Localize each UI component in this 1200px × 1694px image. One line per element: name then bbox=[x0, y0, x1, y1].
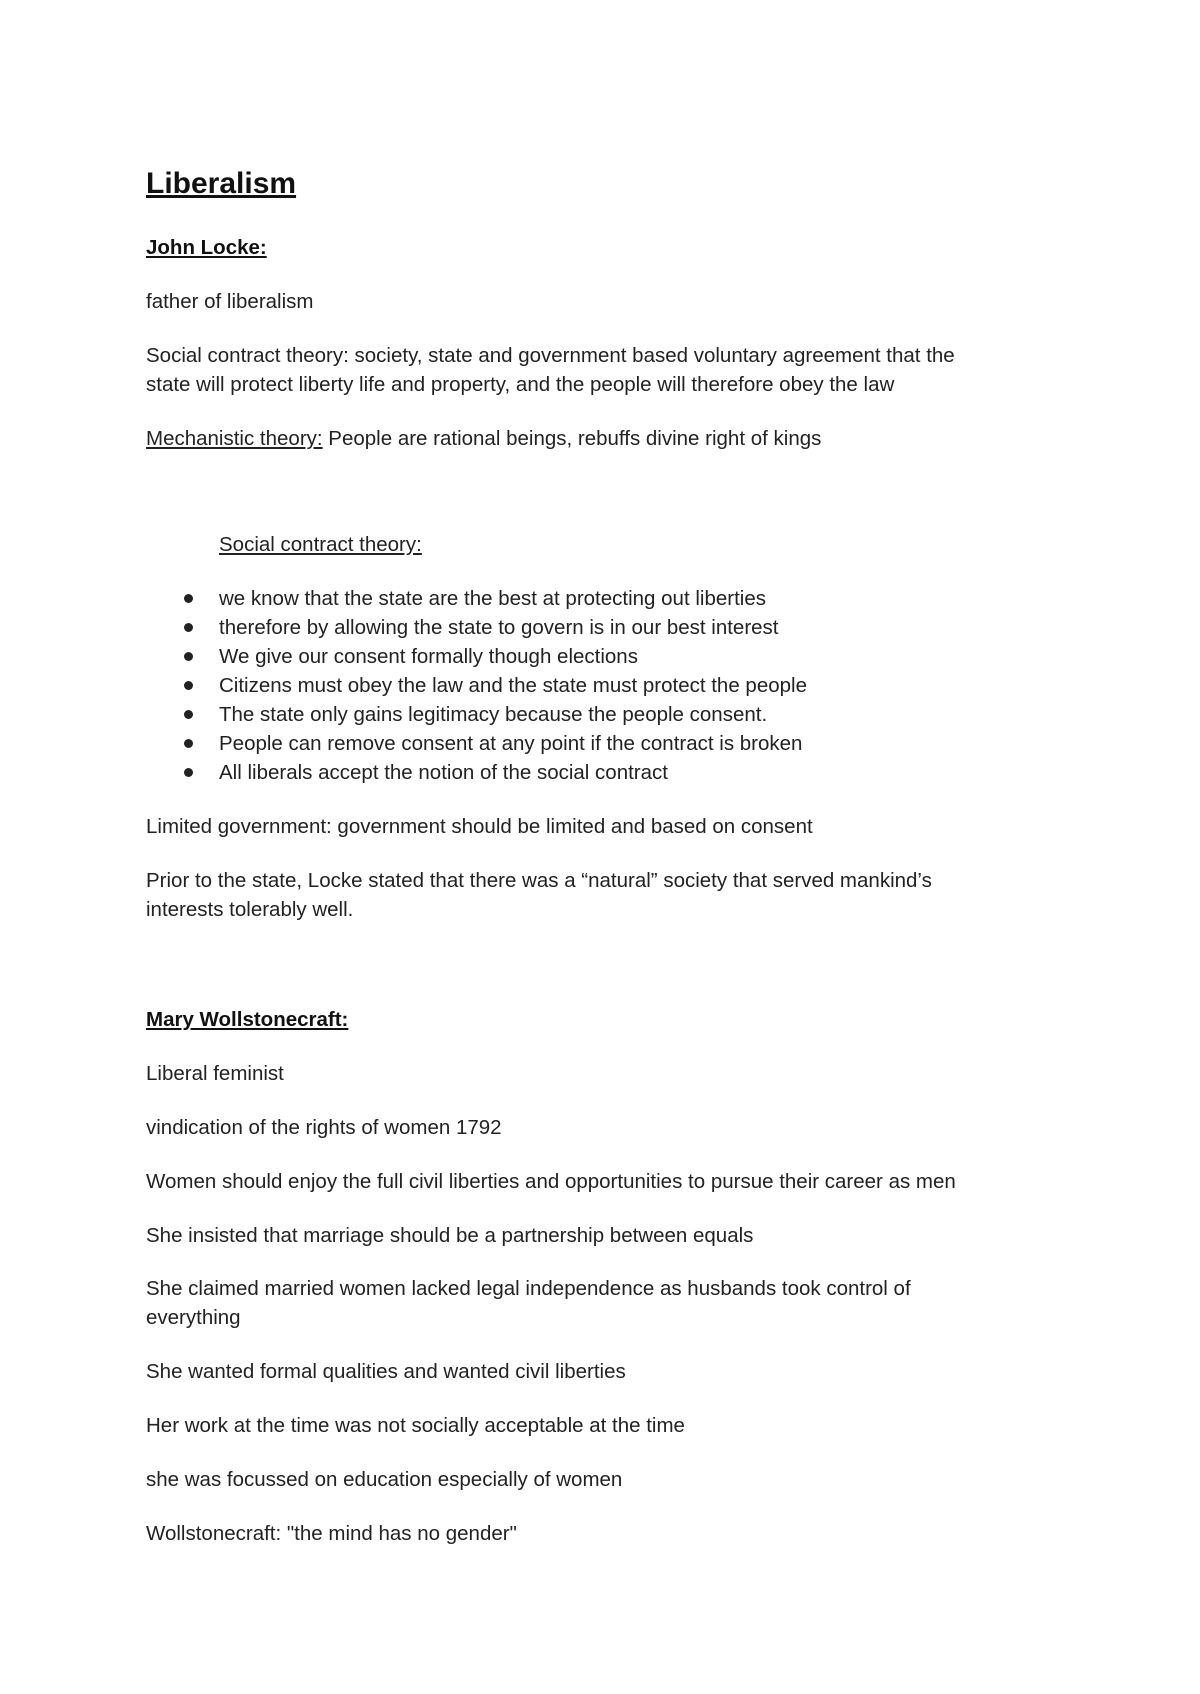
list-item-text: Citizens must obey the law and the state must protect the people bbox=[219, 674, 807, 697]
social-contract-subheading: Social contract theory: bbox=[219, 533, 422, 556]
mechanistic-theory-label: Mechanistic theory: bbox=[146, 427, 323, 450]
list-item-text: therefore by allowing the state to govern is in our best interest bbox=[219, 616, 779, 639]
wollstonecraft-paragraph-8: she was focussed on education especially of women bbox=[146, 1468, 623, 1491]
list-item bbox=[219, 671, 807, 700]
locke-paragraph-1: father of liberalism bbox=[146, 290, 314, 313]
list-item bbox=[219, 642, 638, 671]
bullet-icon bbox=[184, 623, 193, 632]
list-item-text: We give our consent formally though elections bbox=[219, 645, 638, 668]
locke-paragraph-2-line-1: Social contract theory: society, state and government based voluntary agreement that the bbox=[146, 344, 955, 367]
wollstonecraft-paragraph-5-line-2: everything bbox=[146, 1306, 241, 1329]
wollstonecraft-paragraph-6: She wanted formal qualities and wanted civil liberties bbox=[146, 1360, 626, 1383]
wollstonecraft-paragraph-5-line-1: She claimed married women lacked legal independence as husbands took control of bbox=[146, 1277, 911, 1300]
list-item bbox=[219, 758, 668, 787]
wollstonecraft-paragraph-3: Women should enjoy the full civil liberties and opportunities to pursue their career as men bbox=[146, 1170, 956, 1193]
page-title: Liberalism bbox=[146, 167, 297, 200]
wollstonecraft-paragraph-1: Liberal feminist bbox=[146, 1062, 284, 1085]
bullet-icon bbox=[184, 652, 193, 661]
wollstonecraft-paragraph-4: She insisted that marriage should be a partnership between equals bbox=[146, 1224, 754, 1247]
list-item-text: we know that the state are the best at protecting out liberties bbox=[219, 587, 766, 610]
locke-paragraph-3 bbox=[146, 424, 821, 453]
bullet-icon bbox=[184, 681, 193, 690]
list-item bbox=[219, 584, 766, 613]
mechanistic-theory-text: People are rational beings, rebuffs divine right of kings bbox=[322, 427, 822, 450]
wollstonecraft-paragraph-9: Wollstonecraft: "the mind has no gender" bbox=[146, 1522, 517, 1545]
wollstonecraft-paragraph-7: Her work at the time was not socially acceptable at the time bbox=[146, 1414, 685, 1437]
bullet-icon bbox=[184, 594, 193, 603]
list-item-text: All liberals accept the notion of the social contract bbox=[219, 761, 668, 784]
wollstonecraft-heading: Mary Wollstonecraft: bbox=[146, 1008, 349, 1031]
bullet-icon bbox=[184, 739, 193, 748]
locke-paragraph-2-line-2: state will protect liberty life and property, and the people will therefore obey the law bbox=[146, 373, 895, 396]
list-item bbox=[219, 613, 779, 642]
list-item-text: The state only gains legitimacy because the people consent. bbox=[219, 703, 768, 726]
bullet-icon bbox=[184, 710, 193, 719]
locke-paragraph-5-line-2: interests tolerably well. bbox=[146, 898, 354, 921]
bullet-icon bbox=[184, 768, 193, 777]
list-item bbox=[219, 729, 802, 758]
list-item bbox=[219, 700, 767, 729]
wollstonecraft-paragraph-2: vindication of the rights of women 1792 bbox=[146, 1116, 502, 1139]
locke-paragraph-4: Limited government: government should be limited and based on consent bbox=[146, 815, 813, 838]
locke-heading: John Locke: bbox=[146, 236, 267, 259]
list-item-text: People can remove consent at any point if the contract is broken bbox=[219, 732, 803, 755]
locke-paragraph-5-line-1: Prior to the state, Locke stated that there was a “natural” society that served mankind’s bbox=[146, 869, 932, 892]
